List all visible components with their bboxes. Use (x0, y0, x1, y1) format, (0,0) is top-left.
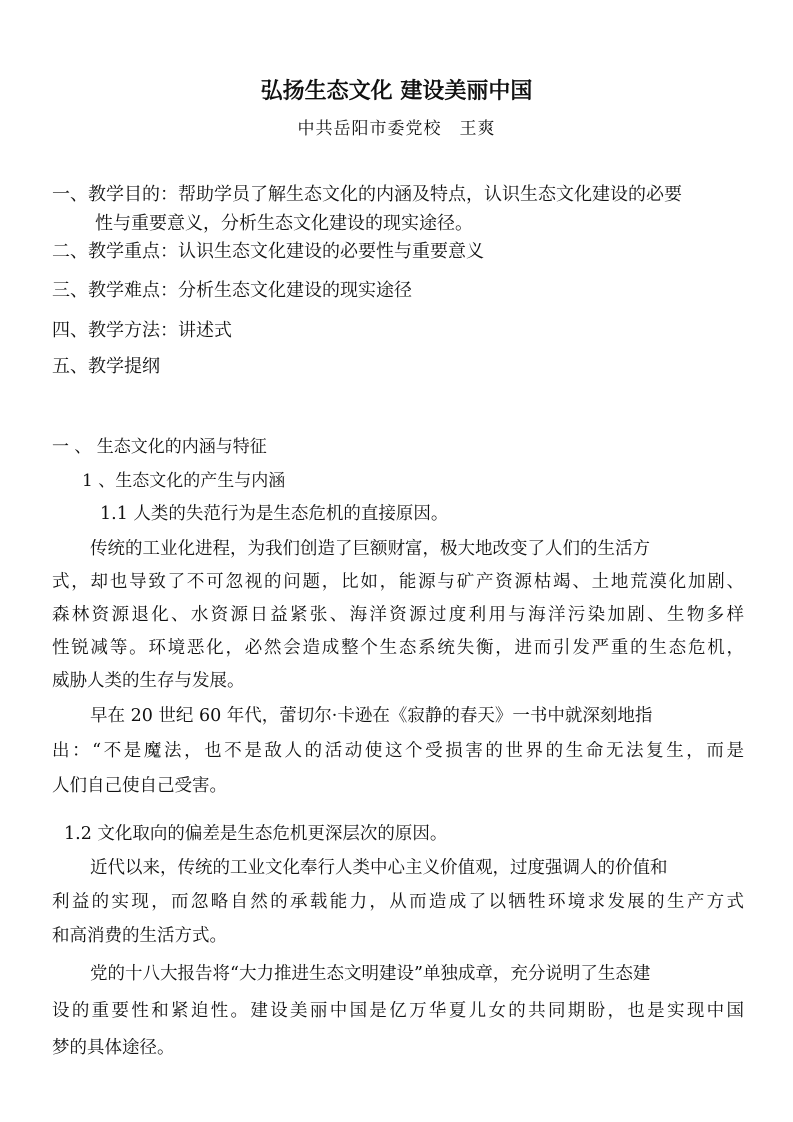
paragraph-line: 出：“不是魔法，也不是敌人的活动使这个受损害的世界的生命无法复生，而是 (52, 741, 744, 761)
paragraph-line: 森林资源退化、水资源日益紧张、海洋资源过度利用与海洋污染加剧、生物多样 (52, 605, 744, 625)
paragraph-line: 传统的工业化进程，为我们创造了巨额财富，极大地改变了人们的生活方 (90, 539, 650, 559)
objective-item-2: 二、教学重点：认识生态文化建设的必要性与重要意义 (52, 241, 484, 262)
paragraph-line: 威胁人类的生存与发展。 (52, 671, 245, 691)
subsection-heading: 1 、生态文化的产生与内涵 (82, 471, 286, 491)
objective-item-4: 四、教学方法：讲述式 (52, 320, 232, 341)
point-heading-1-1: 1.1 人类的失范行为是生态危机的直接原因。 (100, 504, 449, 524)
paragraph-line: 党的十八大报告将“大力推进生态文明建设”单独成章，充分说明了生态建 (90, 964, 651, 984)
objective-item-1: 一、教学目的：帮助学员了解生态文化的内涵及特点，认识生态文化建设的必要 (52, 184, 682, 205)
author-line: 中共岳阳市委党校 王爽 (297, 119, 496, 139)
objective-item-3: 三、教学难点：分析生态文化建设的现实途径 (52, 280, 412, 301)
paragraph-line: 人们自己使自己受害。 (52, 776, 227, 796)
document-title: 弘扬生态文化 建设美丽中国 (260, 79, 533, 104)
paragraph-line: 和高消费的生活方式。 (52, 926, 227, 946)
paragraph-line: 早在 20 世纪 60 年代，蕾切尔·卡逊在《寂静的春天》一书中就深刻地指 (90, 706, 653, 726)
paragraph-line: 式，却也导致了不可忽视的问题，比如，能源与矿产资源枯竭、土地荒漠化加剧、 (52, 572, 744, 592)
paragraph-line: 梦的具体途径。 (52, 1038, 175, 1058)
paragraph-line: 利益的实现，而忽略自然的承载能力，从而造成了以牺牲环境求发展的生产方式 (52, 892, 744, 912)
section-heading: 一 、 生态文化的内涵与特征 (52, 437, 267, 457)
paragraph-line: 近代以来，传统的工业文化奉行人类中心主义价值观，过度强调人的价值和 (90, 858, 668, 878)
paragraph-line: 设的重要性和紧迫性。建设美丽中国是亿万华夏儿女的共同期盼，也是实现中国 (52, 1001, 744, 1021)
point-heading-1-2: 1.2 文化取向的偏差是生态危机更深层次的原因。 (64, 824, 448, 844)
objective-item-5: 五、教学提纲 (52, 356, 160, 377)
paragraph-line: 性锐减等。环境恶化，必然会造成整个生态系统失衡，进而引发严重的生态危机， (52, 638, 744, 658)
objective-item-1-continued: 性与重要意义，分析生态文化建设的现实途径。 (95, 213, 473, 234)
